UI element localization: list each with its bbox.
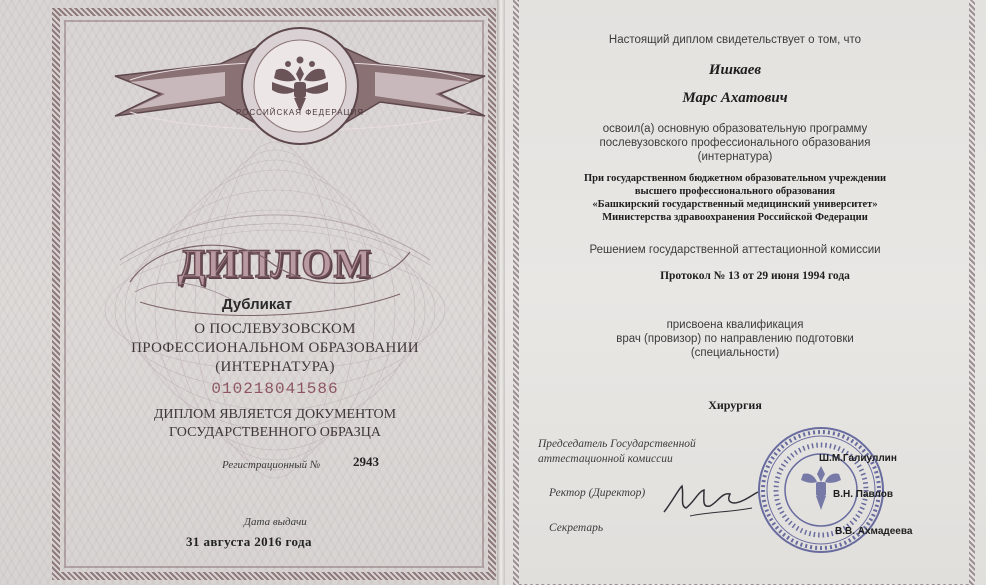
qualification-line: присвоена квалификация <box>666 319 804 331</box>
program-line: (интернатура) <box>697 151 773 163</box>
protocol-reference: Протокол № 13 от 29 июня 1994 года <box>660 270 850 282</box>
diploma-title: ДИПЛОМ <box>177 241 373 286</box>
diploma-content-page <box>505 0 986 585</box>
graduate-surname: Ишкаев <box>708 62 762 78</box>
state-document-line: ДИПЛОМ ЯВЛЯЕТСЯ ДОКУМЕНТОМ <box>153 407 397 422</box>
diploma-spine <box>497 0 505 585</box>
institution-line: Министерства здравоохранения Российской Федерации <box>602 212 868 223</box>
institution-line: При государственном бюджетном образовательном учреждении <box>583 173 887 184</box>
secretary-name: В.В. Ахмадеева <box>835 526 913 537</box>
emblem-caption: РОССИЙСКАЯ ФЕДЕРАЦИЯ <box>236 108 364 117</box>
specialty: Хирургия <box>708 398 762 412</box>
education-level-line: ПРОФЕССИОНАЛЬНОМ ОБРАЗОВАНИИ <box>131 340 419 356</box>
secretary-label: Секретарь <box>549 522 604 534</box>
graduate-given-names: Марс Ахатович <box>682 90 788 106</box>
registration-label: Регистрационный № <box>222 459 321 471</box>
institution-line: высшего профессионального образования <box>634 186 836 197</box>
education-level <box>110 320 440 377</box>
registration-number: 2943 <box>353 454 379 469</box>
qualification-statement <box>545 318 925 360</box>
program-line: послевузовского профессионального образования <box>599 137 871 149</box>
chair-label-line: аттестационной комиссии <box>538 453 673 465</box>
state-document-notice <box>110 406 440 442</box>
institution-name <box>545 172 925 224</box>
chair-label-line: Председатель Государственной <box>538 438 696 450</box>
state-document-line: ГОСУДАРСТВЕННОГО ОБРАЗЦА <box>169 425 381 440</box>
double-headed-eagle-icon <box>264 56 336 116</box>
commission-chair-label <box>538 437 758 467</box>
rector-name: В.Н. Павлов <box>833 489 894 500</box>
serial-number: 010218041586 <box>211 380 339 398</box>
program-description <box>545 122 925 164</box>
rector-label: Ректор (Директор) <box>549 487 646 499</box>
education-level-line: (ИНТЕРНАТУРА) <box>215 359 335 375</box>
program-line: освоил(а) основную образовательную программу <box>602 123 868 135</box>
issue-date-label: Дата выдачи <box>244 516 307 528</box>
certifies-text: Настоящий диплом свидетельствует о том, что <box>608 34 862 46</box>
rector-signature <box>660 472 760 522</box>
qualification-line: (специальности) <box>690 347 780 359</box>
commission-decision: Решением государственной аттестационной комиссии <box>589 244 881 256</box>
education-level-line: О ПОСЛЕВУЗОВСКОМ <box>194 321 356 337</box>
issue-date: 31 августа 2016 года <box>186 534 312 549</box>
qualification-line: врач (провизор) по направлению подготовки <box>616 333 854 345</box>
duplicate-label: Дубликат <box>222 296 293 313</box>
chair-name: Ш.М.Галиуллин <box>819 453 897 464</box>
institution-line: «Башкирский государственный медицинский университет» <box>592 199 878 210</box>
